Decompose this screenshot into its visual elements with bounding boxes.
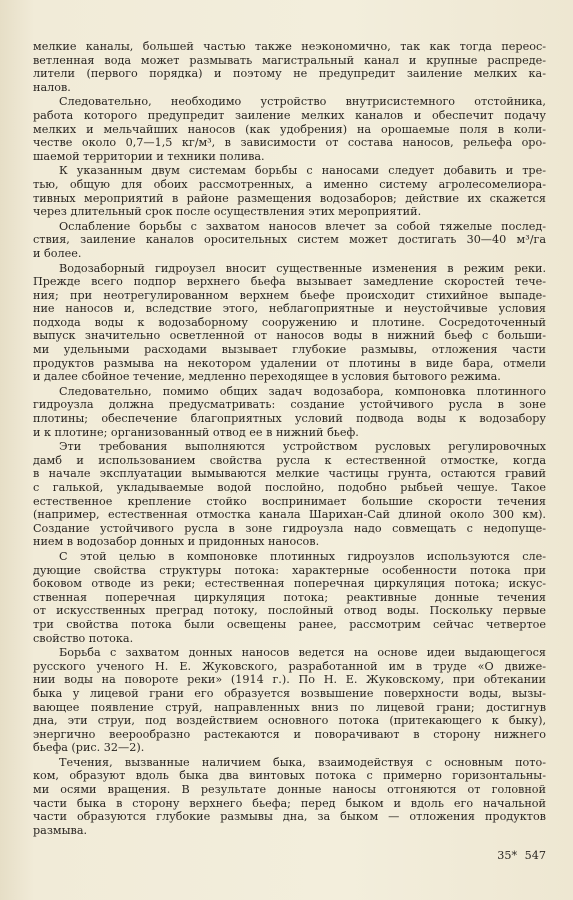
text-line: честве около 0,7—1,5 кг/м³, в зависимости от состава наносов, рельефа оро- <box>33 136 546 150</box>
text-line: естественное крепление стойко воспринимает большие скорости течения <box>33 494 546 508</box>
text-line: работа которого предупредит заиление мелких каналов и обеспечит подачу <box>33 108 546 122</box>
text-line: мелких и мельчайших наносов (как удобрения) на орошаемые поля в коли- <box>33 122 546 136</box>
text-line: подхода воды к водозаборному сооружению и плотине. Сосредоточенный <box>33 315 546 329</box>
text-line: продуктов размыва на некотором удалении от плотины в виде бара, отмели <box>33 356 546 370</box>
text-line: гидроузла должна предусматривать: создание устойчивого русла в зоне <box>33 398 546 412</box>
text-line: части быка в сторону верхнего бьефа; перед быком и вдоль его начальной <box>33 796 546 810</box>
paragraph <box>33 40 546 94</box>
text-line: от искусственных преград потоку, послойный отвод воды. Поскольку первые <box>33 604 546 618</box>
text-line: Водозаборный гидроузел вносит существенные изменения в режим реки. <box>59 261 546 275</box>
paragraph <box>33 385 546 439</box>
paragraph <box>33 646 546 755</box>
paragraph <box>33 262 546 384</box>
text-line: Прежде всего подпор верхнего бьефа вызывает замедление скоростей тече- <box>33 275 546 289</box>
text-line: в начале эксплуатации вымываются мелкие частицы грунта, остаются гравий <box>33 467 546 481</box>
text-line: плотины; обеспечение благоприятных условий подвода воды к водозабору <box>33 412 546 426</box>
signature-mark: 35* <box>497 849 518 862</box>
text-line: и далее сбойное течение, медленно переходящее в условия бытового режима. <box>33 370 501 384</box>
text-line: ния; при неотрегулированном верхнем бьефе происходит стихийное выпаде- <box>33 288 546 302</box>
text-line: с галькой, укладываемые водой послойно, подобно рыбьей чешуе. Такое <box>33 481 546 494</box>
text-line: К указанным двум системам борьбы с наносами следует добавить и тре- <box>59 164 546 178</box>
text-line: Следовательно, необходимо устройство внутрисистемного отстойника, <box>59 95 546 109</box>
text-line: ком, образуют вдоль быка два винтовых потока с примерно горизонтальны- <box>33 769 546 783</box>
text-line: (например, естественная отмостка канала Шарихан-Сай длиной около 300 км). <box>33 508 546 522</box>
text-line: нием в водозабор донных и придонных наносов. <box>33 535 320 549</box>
text-line: быка у лицевой грани его образуется возвышение поверхности воды, вызы- <box>33 686 546 700</box>
paragraph <box>33 164 546 218</box>
page-footer <box>33 849 546 862</box>
text-line: русского ученого Н. Е. Жуковского, разработанной им в труде «О движе- <box>33 659 546 673</box>
text-line: Создание устойчивого русла в зоне гидроузла надо совмещать с недопуще- <box>33 521 546 535</box>
text-line: энергично веерообразно растекаются и поворачивают в сторону нижнего <box>33 727 546 741</box>
text-line: и более. <box>33 246 82 260</box>
text-line: и к плотине; организованный отвод ее в нижний бьеф. <box>33 425 359 439</box>
text-line: шаемой территории и техники полива. <box>33 149 265 163</box>
paragraph <box>33 756 546 838</box>
text-line: Течения, вызванные наличием быка, взаимодействуя с основным пото- <box>59 755 546 769</box>
paragraph <box>33 220 546 261</box>
paragraph <box>33 550 546 645</box>
text-line: Ослабление борьбы с захватом наносов влечет за собой тяжелые послед- <box>59 219 546 233</box>
text-line: дна, эти струи, под воздействием основного потока (притекающего к быку), <box>33 714 546 728</box>
text-line: размыва. <box>33 823 88 837</box>
text-line: тью, общую для обоих рассмотренных, а именно систему агролесомелиора- <box>33 177 546 191</box>
text-line: С этой целью в компоновке плотинных гидроузлов используются сле- <box>59 549 546 563</box>
text-line: ственная поперечная циркуляция потока; реактивные донные течения <box>33 590 546 604</box>
text-line: свойство потока. <box>33 631 134 645</box>
text-line: Эти требования выполняются устройством русловых регулировочных <box>59 440 546 454</box>
text-line: тивных мероприятий в районе размещения водозаборов; действие их скажется <box>33 191 546 205</box>
text-line: через длительный срок после осуществления этих мероприятий. <box>33 205 422 219</box>
body-text <box>33 40 546 838</box>
paragraph <box>33 440 546 549</box>
text-line: нии воды на повороте реки» (1914 г.). По Н. Е. Жуковскому, при обтекании <box>33 673 546 687</box>
text-line: ми осями вращения. В результате донные наносы отгоняются от головной <box>33 783 546 797</box>
text-line: части образуются глубокие размывы дна, за быком — отложения продуктов <box>33 810 546 824</box>
text-line: ми удельными расходами вызывает глубокие размывы, отложения части <box>33 343 546 357</box>
text-line: налов. <box>33 80 71 94</box>
text-line: три свойства потока были освещены ранее, рассмотрим сейчас четвертое <box>33 617 546 631</box>
text-line: ветленная вода может размывать магистральный канал и крупные распреде- <box>33 53 546 67</box>
paragraph <box>33 95 546 163</box>
text-line: дамб и использованием свойства русла к естественной отмостке, когда <box>33 453 546 467</box>
text-line: ние наносов и, вследствие этого, неблагоприятные и неустойчивые условия <box>33 302 546 316</box>
text-line: бьефа (рис. 32—2). <box>33 741 145 755</box>
text-line: дующие свойства структуры потока: характерные особенности потока при <box>33 563 546 577</box>
text-line: вающее появление струй, направленных вниз по лицевой грани; достигнув <box>33 700 546 714</box>
text-line: лители (первого порядка) и поэтому не предупредит заиление мелких ка- <box>33 67 546 81</box>
text-line: ствия, заиление каналов оросительных систем может достигать 30—40 м³/га <box>33 233 546 247</box>
page-number: 547 <box>524 849 546 862</box>
text-line: Борьба с захватом донных наносов ведется на основе идеи выдающегося <box>59 646 546 660</box>
text-line: боковом отводе из реки; естественная поперечная циркуляция потока; искус- <box>33 577 546 591</box>
text-line: Следовательно, помимо общих задач водозабора, компоновка плотинного <box>59 384 546 398</box>
text-line: мелкие каналы, большей частью также неэкономично, так как тогда переос- <box>33 40 546 53</box>
text-line: выпуск значительно осветленной от наносов воды в нижний бьеф с больши- <box>33 329 546 343</box>
